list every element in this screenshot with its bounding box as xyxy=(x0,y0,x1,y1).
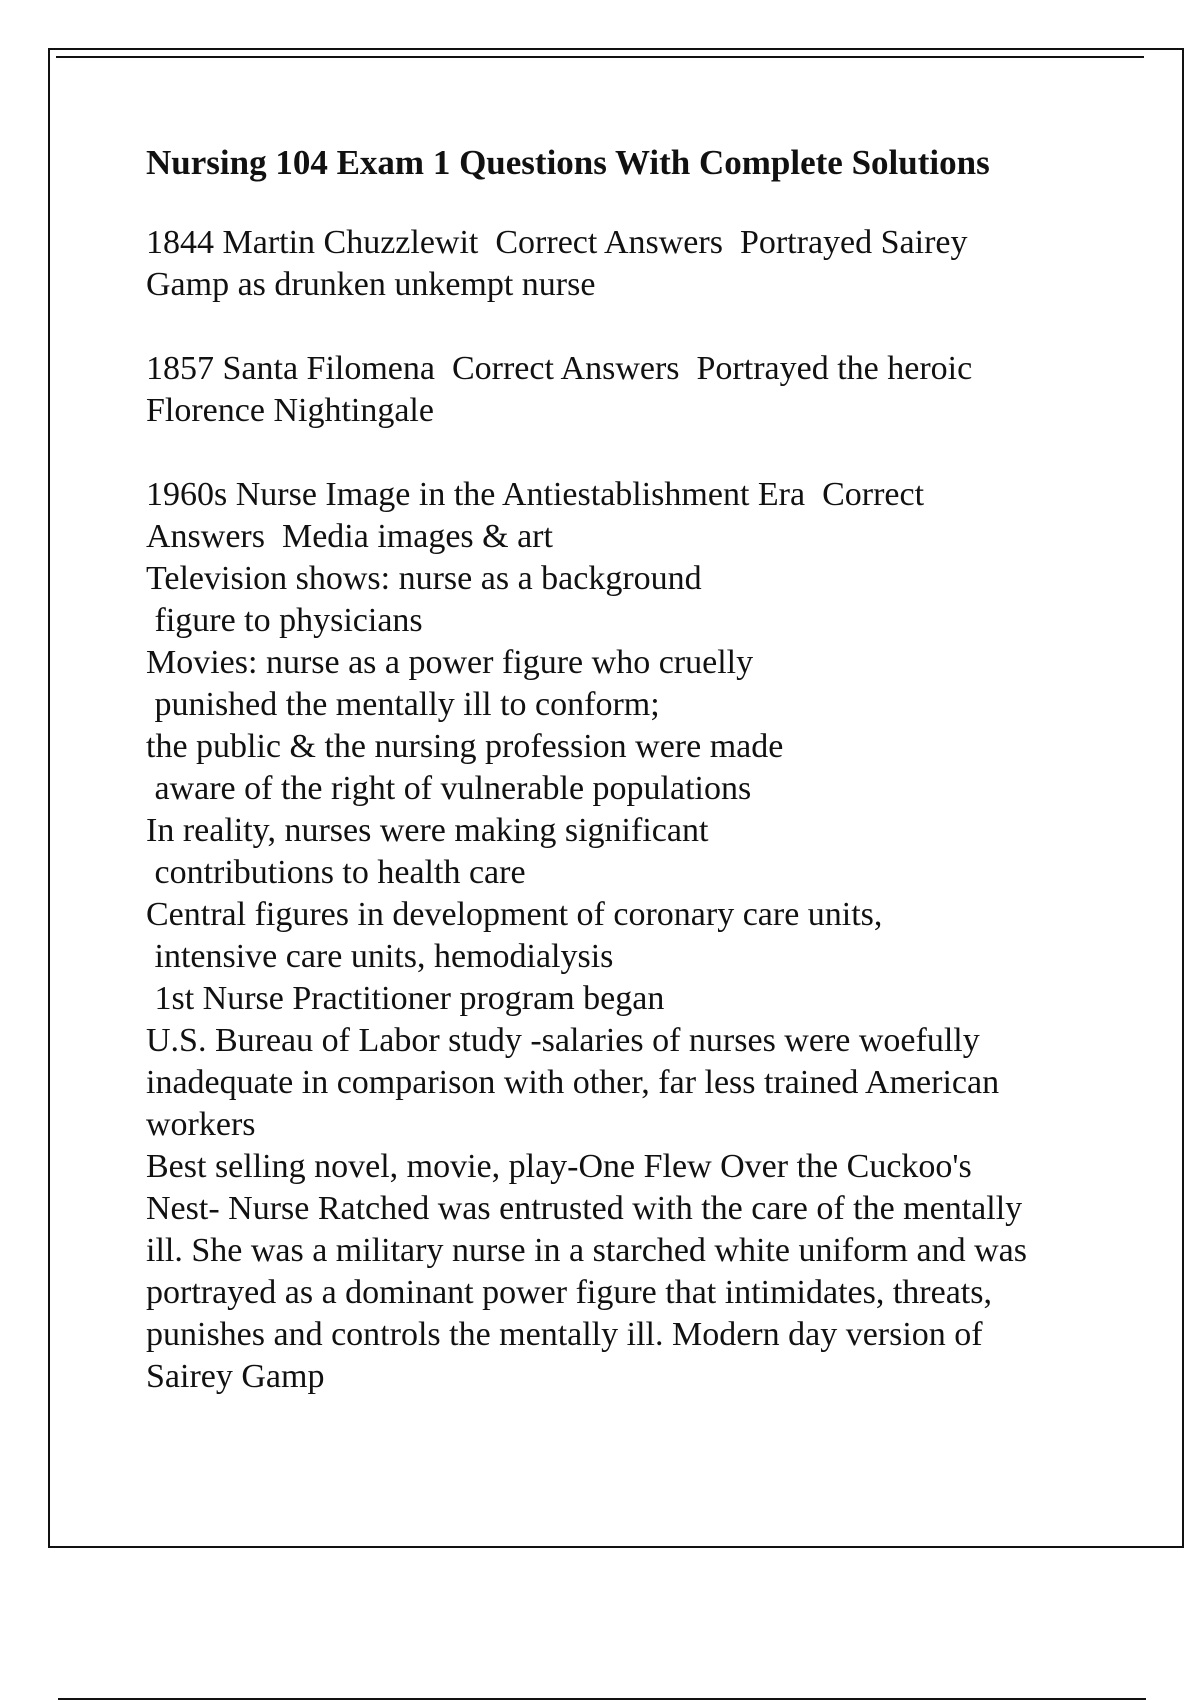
text-line: aware of the right of vulnerable populations xyxy=(146,770,752,807)
text-line: portrayed as a dominant power figure that intimidates, threats, xyxy=(146,1274,992,1311)
text-line: Florence Nightingale xyxy=(146,392,434,429)
text-line: intensive care units, hemodialysis xyxy=(146,938,614,975)
text-line: Answers Media images & art xyxy=(146,518,553,555)
document-title: Nursing 104 Exam 1 Questions With Complete Solutions xyxy=(146,143,990,182)
entry-text xyxy=(146,348,1106,432)
text-line: punished the mentally ill to conform; xyxy=(146,686,660,723)
text-line: 1st Nurse Practitioner program began xyxy=(146,980,665,1017)
text-line: Movies: nurse as a power figure who cruelly xyxy=(146,644,754,681)
text-line: the public & the nursing profession were made xyxy=(146,728,784,765)
text-line: contributions to health care xyxy=(146,854,526,891)
text-line: 1960s Nurse Image in the Antiestablishment Era Correct xyxy=(146,476,925,513)
qa-entry-martin-chuzzlewit xyxy=(146,222,1106,306)
text-line: punishes and controls the mentally ill. Modern day version of xyxy=(146,1316,983,1353)
entry-text xyxy=(146,474,1106,1398)
text-line: Gamp as drunken unkempt nurse xyxy=(146,266,596,303)
text-line: U.S. Bureau of Labor study -salaries of nurses were woefully xyxy=(146,1022,980,1059)
top-rule xyxy=(56,56,1144,58)
text-line: Central figures in development of coronary care units, xyxy=(146,896,883,933)
entry-text xyxy=(146,222,1106,306)
qa-entry-santa-filomena xyxy=(146,348,1106,432)
text-line: In reality, nurses were making significant xyxy=(146,812,709,849)
text-line: ill. She was a military nurse in a starched white uniform and was xyxy=(146,1232,1027,1269)
text-line: Sairey Gamp xyxy=(146,1358,325,1395)
text-line: Best selling novel, movie, play-One Flew Over the Cuckoo's xyxy=(146,1148,972,1185)
text-line: 1857 Santa Filomena Correct Answers Portrayed the heroic xyxy=(146,350,973,387)
text-line: Nest- Nurse Ratched was entrusted with the care of the mentally xyxy=(146,1190,1023,1227)
text-line: figure to physicians xyxy=(146,602,423,639)
text-line: 1844 Martin Chuzzlewit Correct Answers Portrayed Sairey xyxy=(146,224,968,261)
qa-entry-1960s-nurse-image xyxy=(146,474,1106,1398)
text-line: inadequate in comparison with other, far less trained American xyxy=(146,1064,1000,1101)
document-body xyxy=(146,142,1106,1440)
text-line: workers xyxy=(146,1106,256,1143)
text-line: Television shows: nurse as a background xyxy=(146,560,702,597)
